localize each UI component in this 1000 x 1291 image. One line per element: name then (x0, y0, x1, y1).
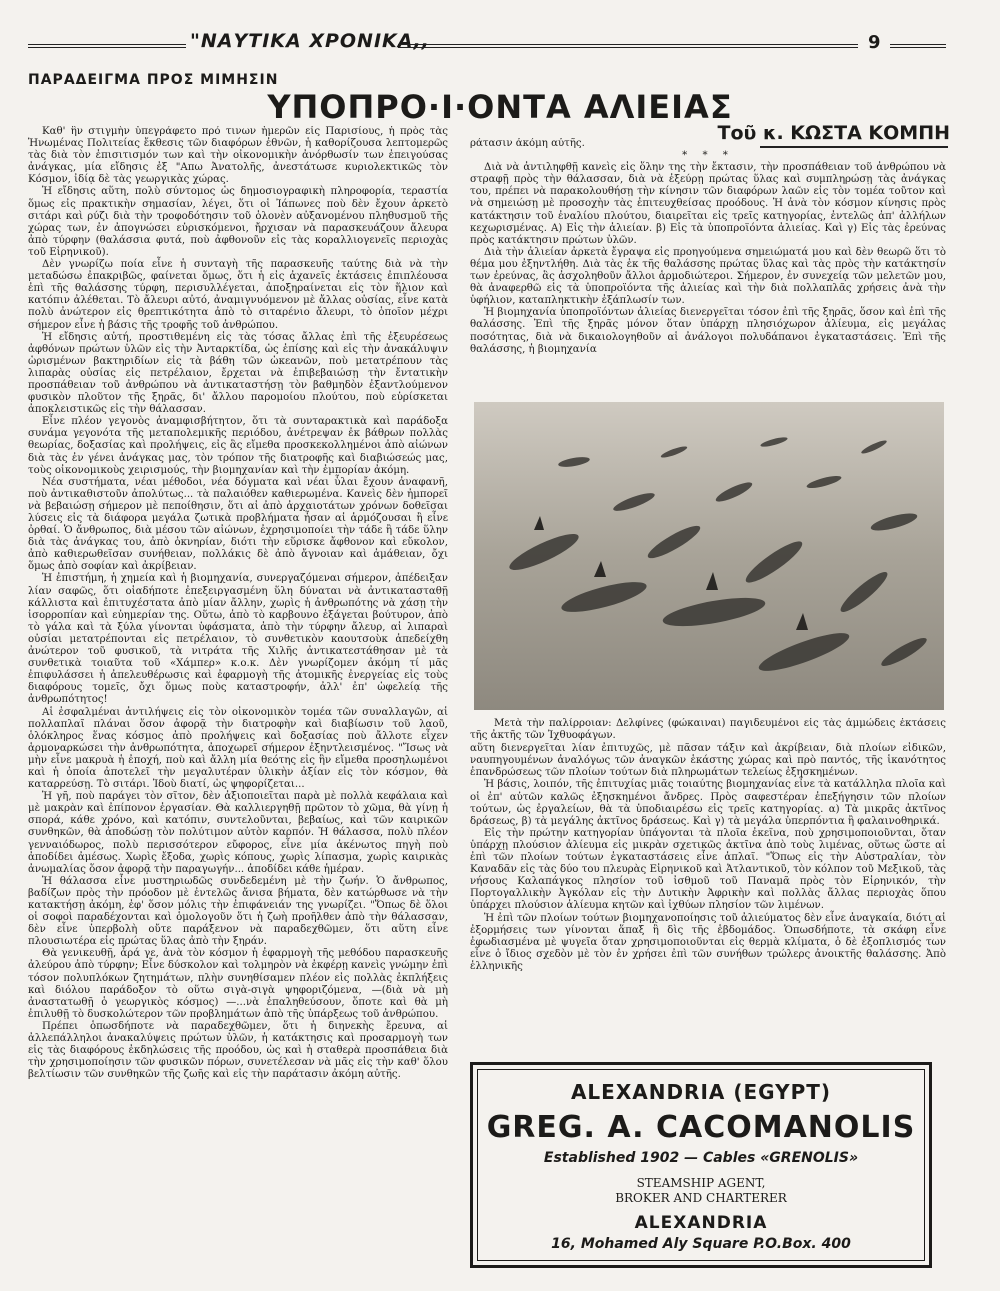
article-byline: Τοῦ κ. ΚΩΣΤΑ ΚΟΜΠΗ (717, 122, 950, 144)
header-rule-left-2 (28, 47, 186, 48)
advertisement-inner-border (477, 1069, 925, 1261)
magazine-title: "ΝΑΥΤΙΚΑ ΧΡΟΝΙΚΑ,, (190, 30, 430, 52)
paragraph: Ἡ θάλασσα εἶνε μυστηριωδῶς συνδεδεμένη μὲ τὴν ζωήν. Ὁ ἄνθρωπος, βαδίζων πρὸς τὴν πρόοδον μὲ ἐντελῶς ἄνισα βήματα, δὲν κατώρθωσε νὰ τὴν κατακτήσῃ ἀκόμη, ἐφ' ὅσον μόλις τὴν ἐπιφάνειάν της γνωρίζει. "Ὅπως δὲ ὅλοι οἱ σοφοὶ παραδέχονται καὶ ὁμολογοῦν ὅτι ἡ ζωὴ προῆλθεν ἀπὸ τὴν θάλασσαν, δὲν εἶνε ὑπερβολὴ οὔτε παράξενον νὰ παραδεχθῶμεν, ὅτι αὕτη εἶνε πλουσιωτέρα εἰς πρώτας ὕλας ἀπὸ τὴν ξηράν. (28, 875, 448, 948)
paragraph: Πρέπει ὁπωσδήποτε νὰ παραδεχθῶμεν, ὅτι ἡ διηνεκὴς ἔρευνα, αἱ ἀλλεπάλληλοι ἀνακαλύψεις πρώτων ὑλῶν, ἡ κατάκτησις καὶ προσαρμογὴ των εἰς τὰς διαφόρους ἐκδηλώσεις τῆς προόδου, ὡς καὶ ἡ σταθερὰ προσπάθεια διὰ τὴν χρησιμοποίησιν τῶν φυσικῶν πόρων, συνετέλεσαν νὰ μᾶς εἰς τὴν καθ' ὅλου βελτίωσιν τῶν συνθηκῶν τῆς ζωῆς καὶ εἰς τὴν παράτασιν ἀκόμη αὐτῆς. (28, 1020, 448, 1081)
ad-city: ALEXANDRIA (634, 1213, 768, 1233)
ad-company-name: GREG. A. CACOMANOLIS (486, 1110, 916, 1145)
ad-established: Established 1902 — Cables «GRENOLIS» (543, 1150, 859, 1166)
dolphins-photo (474, 402, 944, 710)
header-rule-left (28, 44, 186, 45)
paragraph: Δὲν γνωρίζω ποία εἶνε ἡ συνταγὴ τῆς παρασκευῆς ταύτης διὰ νὰ τὴν μεταδώσω ἐπακριβῶς, φαίνεται ὅμως, ὅτι ἡ εἰς ἀχανεῖς ἐκτάσεις ἐπιπλέουσα ἐπὶ τῆς θαλάσσης τύρφη, περισυλλέγεται, ἀποξηραίνεται εἰς τὸν ἥλιον καὶ κατόπιν ἀλέθεται. Τὸ ἄλευρι αὐτό, ἀναμιγνυόμενον μὲ ἄλλας οὐσίας, εἶνε κατὰ πολὺ ἀνώτερον εἰς θρεπτικότητα ἀπὸ τὸ σιταρένιο ἄλευρι, τὸ ὁποῖον μέχρι σήμερον εἶνε ἡ βάσις τῆς τροφῆς τοῦ ἀνθρώπου. (28, 259, 448, 331)
paragraph: Αἱ ἐσφαλμέναι ἀντιλήψεις εἰς τὸν οἰκονομικὸν τομέα τῶν συναλλαγῶν, αἱ πολλαπλαῖ πλάναι ὅσον ἀφορᾷ τὴν διατροφὴν καὶ διαβίωσιν τοῦ λαοῦ, ὁλόκληρος ἕνας κόσμος ἀπὸ προλήψεις καὶ δοξασίας ποὺ ἄλλοτε εἶχεν ἁρμοναρκώσει τὴν ἀνθρωπότητα, ἀποχωρεῖ σήμερον ἐξηντλεισμένος. "Ἴσως νὰ μὴν εἶνε μακρυὰ ἡ ἐποχή, ποὺ καὶ ἄλλη μία θεότης εἰς ἣν εἴμεθα προσηλωμένοι καὶ ἡ ὁποία ἀποτελεῖ τὴν μεγαλυτέραν ὑλικὴν ἀξίαν εἰς τὸν κόσμον, θὰ καταρρεύσῃ. Τὸ σιτάρι. Ἰδοὺ διατί, ὡς ψηφορίζεται... (28, 706, 448, 791)
paragraph: Ἡ ἐπιστήμη, ἡ χημεία καὶ ἡ βιομηχανία, συνεργαζόμεναι σήμερον, ἀπέδειξαν λίαν σαφῶς, ὅτι οἱαδήποτε ἐπεξειργασμένη ὕλη δύναται νὰ ἀντικατασταθῇ κάλλιστα καὶ ἐπιτυχέστατα ἀπὸ μίαν ἄλλην, χωρὶς ἡ ἀνθρωπότης νὰ χάσῃ τὴν ἰσορροπίαν καὶ εὐημερίαν της. Οὕτω, ἀπὸ τὸ καρβουνο ἐξάγεται βούτυρον, ἀπὸ τὸ γάλα καὶ τὰ ξύλα γίνονται ὑφάσματα, ἀπὸ τὴν τύρφην ἄλευρ, αἱ λιπαραὶ οὐσίαι μετατρέπονται εἰς πετρέλαιον, τὸ συνθετικὸν καουτσοὺκ ἀπεδείχθη ἀνώτερον τοῦ φυσικοῦ, τὰ νιτράτα τῆς Χιλῆς ἀντικατεστάθησαν μὲ τὰ συνθετικὰ τοιαῦτα τοῦ «Χάμπερ» κ.ο.κ. Δὲν γνωρίζομεν ἀκόμη τί μᾶς ἐπιφυλάσσει ἡ ἀπελευθέρωσις καὶ ἐφαρμογὴ τῆς ἀτομικῆς ἐνεργείας εἰς τοὺς διαφόρους τομεῖς, ὄχι ὅμως ποὺς καταστροφήν, ἀλλ' ἐπ' ὠφελείᾳ τῆς ἀνθρωπότητος! (28, 573, 448, 706)
paragraph: Διὰ νὰ ἀντιληφθῇ κανεὶς εἰς ὅλην της τὴν ἔκτασιν, τὴν προσπάθειαν τοῦ ἀνθρώπου νὰ στραφῇ πρὸς τὴν θάλασσαν, διὰ νὰ ἐξεύρῃ πρώτας ὕλας καὶ συμπληρώσῃ τὰς ἀνάγκας του, πρέπει νὰ παρακολουθήσῃ τὴν κίνησιν τῶν διαφόρων λαῶν εἰς τὸν τομέα τοῦτον καὶ νὰ σημειώσῃ μὲ προσοχὴν τὰς ἐπιτευχθείσας προόδους. Ἡ ἀνὰ τὸν κόσμον κίνησις πρὸς κατάκτησιν τοῦ ἐναλίου πλούτου, διαιρεῖται εἰς τρεῖς κατηγορίας, ἐντελῶς ἀπ' ἀλλήλων κεχωρισμένας. Α) Εἰς τὴν ἀλιείαν. β) Εἰς τὰ ὑποπροϊόντα ἀλιείας. Καὶ γ) Εἰς τὰς ἐρεύνας πρὸς κατάκτησιν πρώτων ὑλῶν. (470, 162, 946, 246)
paragraph: Ἡ εἴδησις αὐτή, προστιθεμένη εἰς τὰς τόσας ἄλλας ἐπὶ τῆς ἐξευρέσεως ἀφθόνων πρώτων ὑλῶν εἰς τὴν Ἀνταρκτίδα, ὡς ἐπίσης καὶ εἰς τὴν ἀνακάλυψιν ὡρισμένων βακτηριδίων εἰς τὰ βάθη τῶν ὠκεανῶν, ποὺ μετατρέπουν τὰς λιπαρὰς οὐσίας εἰς πετρέλαιον, ἔρχεται νὰ ἐπιβεβαιώσῃ τὴν ἔντατικὴν προσπάθειαν τοῦ ἀνθρώπου νὰ ἀντικαταστήσῃ τὸν βαθμηδὸν ἐξαντλούμενον φυσικὸν πλοῦτον τῆς ξηρᾶς, δι' ἄλλου παρομοίου πλούτου, ποὺ εὑρίσκεται ἀποκλειστικῶς εἰς τὴν θάλασσαν. (28, 331, 448, 416)
paragraph: Καθ' ἣν στιγμὴν ὑπεγράφετο πρό τινων ἡμερῶν εἰς Παρισίους, ἡ πρὸς τὰς Ἡνωμένας Πολιτείας ἔκθεσις τῶν διαφόρων ἐθνῶν, ἡ καθορίζουσα λεπτομερῶς τὰς διὰ τὸν ἐπισιτισμόν των καὶ τὴν οἰκονομικὴν ἀνόρθωσίν των ἐπειγούσας ἀνάγκας, μία εἴδησις ἐξ "Απω Ἀνατολῆς, ἀνεστάτωσε κυριολεκτικῶς τὸν Κόσμον, ἰδίᾳ δὲ τὰς γεωργικὰς χώρας. (28, 126, 448, 186)
right-column-middle (470, 718, 946, 1050)
paragraph: Ἡ βιομηχανία ὑποπροϊόντων ἀλιείας διενεργεῖται τόσον ἐπὶ τῆς ξηρᾶς, ὅσον καὶ ἐπὶ τῆς θαλάσσης. Ἐπὶ τῆς ξηρᾶς μόνον ὅταν ὑπάρχῃ πλησιόχωρον ἀλίευμα, εἰς μεγάλας ποσότητας, διὰ νὰ δικαιολογηθοῦν αἱ ἀνάλογοι πολυδάπανοι ἐγκαταστάσεις. Ἐπὶ τῆς θαλάσσης, ἡ βιομηχανία (470, 307, 946, 355)
section-separator: * * * (682, 150, 734, 162)
paragraph: Εἶνε πλέον γεγονὸς ἀναμφισβήτητον, ὅτι τὰ συνταρακτικὰ καὶ παράδοξα συνάμα γεγονότα τῆς μεταπολεμικῆς περιόδου, ἀνέτρεψαν ἐκ βάθρων πολλὰς θεωρίας, δοξασίας καὶ προλήψεις, εἰς ἃς εἴμεθα προσκεκολλημένοι ἀπὸ αἰώνων διὰ τὰς ἐν γένει ἀνάγκας μας, τὸν τρόπον τῆς διατροφῆς καὶ διαβιώσεώς μας, τοὺς οἰκονομικοὺς χειρισμούς, τὴν βιομηχανίαν καὶ τὴν ἐμπορίαν ἀκόμη. (28, 416, 448, 476)
ad-service-1: STEAMSHIP AGENT, (636, 1176, 766, 1190)
paragraph: Ἡ ἐπὶ τῶν πλοίων τούτων βιομηχανοποίησις τοῦ ἀλιεύματος δὲν εἶνε ἀναγκαία, διότι αἱ ἐξορμήσεις των γίνονται ἅπαξ ἢ δὶς τῆς ἑβδομάδος. Ὁπωσδήποτε, τὰ σκάφη εἶνε ἐφωδιασμένα μὲ ψυγεῖα ὅταν χρησιμοποιοῦνται εἰς θερμὰ κλίματα, ὁ δὲ ἐξοπλισμός των εἶνε ὁ ἴδιος σχεδὸν μὲ τὸν ἐν χρήσει ἐπὶ τῶν συνήθων τρώλερς ἀνοικτῆς θαλάσσης. Ἀπὸ ἑλληνικῆς (470, 912, 946, 972)
section-kicker: ΠΑΡΑΔΕΙΓΜΑ ΠΡΟΣ ΜΙΜΗΣΙΝ (28, 72, 279, 88)
paragraph: Θὰ γενικευθῇ, ἆρά γε, ἀνὰ τὸν κόσμον ἡ ἐφαρμογὴ τῆς μεθόδου παρασκευῆς ἀλεύρου ἀπὸ τύρφην; Εἶνε δύσκολον καὶ τολμηρὸν νὰ ἐκφέρῃ κανεὶς γνώμην ἐπὶ τόσον πολυπλόκων ζητημάτων, πλὴν συνηθίσαμεν πλέον εἰς πολλὰς ἐκπλήξεις καὶ διόλου παράδοξον τὸ οὕτω σιγὰ-σιγὰ ψηφοριζόμενα, —(διὰ νὰ μὴ ἀναστατωθῇ ὁ γεωργικὸς κόσμος) —...νὰ ἐπαληθεύσουν, ὅποτε καὶ θὰ μὴ ἐπιλυθῇ τὸ δυσκολώτερον τῶν προβλημάτων ἀπὸ τῆς ὑπάρξεως τοῦ ἀνθρώπου. (28, 948, 448, 1020)
paragraph: Εἰς τὴν πρώτην κατηγορίαν ὑπάγονται τὰ πλοῖα ἐκεῖνα, ποὺ χρησιμοποιοῦνται, ὅταν ὑπάρχῃ πλούσιον ἀλίευμα εἰς μικρὰν σχετικῶς ἀκτῖνα ἀπὸ τοὺς λιμένας, οὕτως ὥστε αἱ ἐπὶ τῶν πλοίων τούτων ἐγκαταστάσεις εἶνε ἁπλαῖ. "Ὅπως εἰς τὴν Αὐστραλίαν, τὸν Καναδᾶν εἰς τὰς δύο του πλευρὰς Εἰρηνικοῦ καὶ Ἀτλαντικοῦ, τὸν κόλπον τοῦ Μεξικοῦ, τὰς νήσους Καλαπάγκος πλησίον τοῦ ἰσθμοῦ τοῦ Παναμᾶ πρὸς τὸν Εἰρηνικόν, τὴν Πορτογαλλικὴν Ἀγκόλαν εἰς τὴν Δυτικὴν Ἀφρικὴν καὶ πολλὰς ἄλλας περιοχὰς ὅπου ὑπάρχει πλούσιον ἀλίευμα κητῶν καὶ ἰχθύων πλησίον τῶν λιμένων. (470, 827, 946, 912)
article-title: ΥΠΟΠΡΟ·Ι·ΟΝΤΑ ΑΛΙΕΙΑΣ (267, 88, 733, 126)
left-column (28, 126, 448, 1266)
ad-location: ALEXANDRIA (EGYPT) (570, 1080, 832, 1104)
right-column-top (470, 138, 946, 393)
advertisement-box (470, 1062, 932, 1268)
header-rule-right-2 (398, 47, 858, 48)
header-rule-end-2 (890, 47, 946, 48)
page-number: 9 (868, 32, 881, 53)
paragraph: αὕτη διενεργεῖται λίαν ἐπιτυχῶς, μὲ πᾶσαν τάξιν καὶ ἀκρίβειαν, διὰ πλοίων εἰδικῶν, ναυπηγουμένων ἀναλόγως τῶν ἀναγκῶν ἑκάστης χώρας καὶ πρὸ παντός, τῆς ἱκανότητος ἐπανδρώσεως τῶν πλοίων τούτων διὰ πληρωμάτων τελείως ἐξησκημένων. (470, 743, 946, 779)
ad-address: 16, Mohamed Aly Square P.O.Box. 400 (551, 1236, 851, 1252)
header-rule-end (890, 44, 946, 45)
photo-caption: Μετὰ τὴν παλίρροιαν: Δελφίνες (φώκαιναι) παγιδευμένοι εἰς τὰς ἀμμώδεις ἐκτάσεις τῆς ἀκτῆς τῶν Ἰχθυοφάγων. (470, 718, 946, 742)
paragraph: Ἡ γῆ, ποὺ παράγει τὸν σῖτον, δὲν ἀξιοποιεῖται παρὰ μὲ πολλὰ κεφάλαια καὶ μὲ μακρὰν καὶ ἐπίπονον ἐργασίαν. Θὰ καλλιεργηθῇ πρῶτον τὸ χῶμα, θὰ γίνῃ ἡ σπορά, κάθε χρόνο, καὶ κατόπιν, συντελοῦνται, βεβαίως, καὶ τῶν καιρικῶν συνθηκῶν, θὰ ἀποδώσῃ τὸν πολύτιμον αὐτὸν καρπόν. Ἡ θάλασσα, πολὺ πλέον γενναιόδωρος, πολὺ περισσότερον εὔφορος, εἶνε μία ἀκένωτος πηγὴ ποὺ ἀποδίδει ἀμέσως. Χωρὶς ἔξοδα, χωρὶς κόπους, χωρὶς λίπασμα, χωρὶς καιρικὰς ἀνωμαλίας ὅσον ἀφορᾷ τὴν παραγωγήν... ἀποδίδει κάθε ἡμέραν. (28, 791, 448, 875)
dolphins-photo-illustration (474, 402, 944, 710)
paragraph: Ἡ βάσις, λοιπόν, τῆς ἐπιτυχίας μιᾶς τοιαύτης βιομηχανίας εἶνε τὰ κατάλληλα πλοῖα καὶ οἱ ἐπ' αὐτῶν καλῶς ἐξησκημένοι ἄνδρες. Πρὸς σαφεστέραν ἐπεξήγησιν τῶν πλοίων τούτων, ὡς ἐργαλείων, θὰ τὰ ὑποδιαιρέσω εἰς τρεῖς κατηγορίας. α) Τὰ μικρᾶς ἀκτῖνος δράσεως, β) τὰ μεγάλης ἀκτῖνος δράσεως. Καὶ γ) τὰ μεγάλα ὑπερπόντια ἢ φαλαινοθηρικά. (470, 779, 946, 827)
continuation-line: ράτασιν ἀκόμη αὐτῆς. (470, 138, 585, 149)
ad-service-2: BROKER AND CHARTERER (615, 1191, 787, 1205)
paragraph: Διὰ τὴν ἀλιείαν ἀρκετὰ ἔγραψα εἰς προηγούμενα σημειώματά μου καὶ δὲν θεωρῶ ὅτι τὸ θέμα μου ἐξηντλήθη. Διὰ τὰς ἐκ τῆς θαλάσσης πρώτας ὕλας καὶ τὰς πρὸς τὴν κατάκτησίν των ἐρεύνας, ἃς ἀσχοληθοῦν ἄλλοι ἁρμοδιώτεροι. Σήμερον, ἐν συνεχείᾳ τῶν μελετῶν μου, θὰ ἀναφερθῶ εἰς τὰ ὑποπροϊόντα τῆς ἀλιείας καὶ τὴν διὰ πολλαπλᾶς χρήσεις ἀνὰ τὴν ὑφήλιον, καταπληκτικὴν ἐξάπλωσίν των. (470, 246, 946, 307)
header-rule-right (398, 44, 858, 45)
paragraph: Ἡ εἴδησις αὕτη, πολὺ σύντομος ὡς δημοσιογραφικὴ πληροφορία, τεραστία ὅμως εἰς πρακτικὴν σημασίαν, λέγει, ὅτι οἱ Ἰάπωνες ποὺ δὲν ἔχουν ἀρκετὸ σιτάρι καὶ ρύζι διὰ τὴν τροφοδότησιν τοῦ ὁλονὲν αὐξανομένου πληθυσμοῦ τῆς χώρας των, ἐν ἀπογνώσει εὑρισκόμενοι, ἤρχισαν νὰ παρασκευάζουν ἄλευρα ἀπὸ τύρφην (θαλάσσια φυτά, ποὺ ἀφθονοῦν εἰς τὰς κοραλλιογενεῖς περιοχὰς τοῦ Εἰρηνικοῦ). (28, 186, 448, 258)
paragraph: Νέα συστήματα, νέαι μέθοδοι, νέα δόγματα καὶ νέαι ὗλαι ἔχουν ἀναφανῆ, ποὺ ἀντικαθιστοῦν ἀπολύτως... τὰ παλαιόθεν καθιερωμένα. Κανεὶς δὲν ἠμπορεῖ νὰ βεβαιώσῃ σήμερον μὲ πεποίθησιν, ὅτι αἱ ἀπὸ ἀρχαιοτάτων χρόνων δοθεῖσαι λύσεις εἰς τὰ διάφορα μεγάλα ζωτικὰ προβλήματα ἦσαν αἱ ἁρμόζουσαι ἢ εἶνε ὀρθαί. Ὁ ἄνθρωπος, διὰ μέσου τῶν αἰώνων, ἐχρησιμοποίει τὴν τάδε ἢ τάδε ὕλην διὰ τὰς ἀνάγκας του, ἀπὸ ὀκνηρίαν, διότι τὴν εὕρισκε ἄφθονον καὶ εὔκολον, ἀπὸ καθιερωθεῖσαν συνήθειαν, πολλάκις δὲ ἀπὸ ἄγνοιαν καὶ ἀμάθειαν, ὄχι ὅμως ἀπὸ σοφίαν καὶ ἀκρίβειαν. (28, 476, 448, 573)
